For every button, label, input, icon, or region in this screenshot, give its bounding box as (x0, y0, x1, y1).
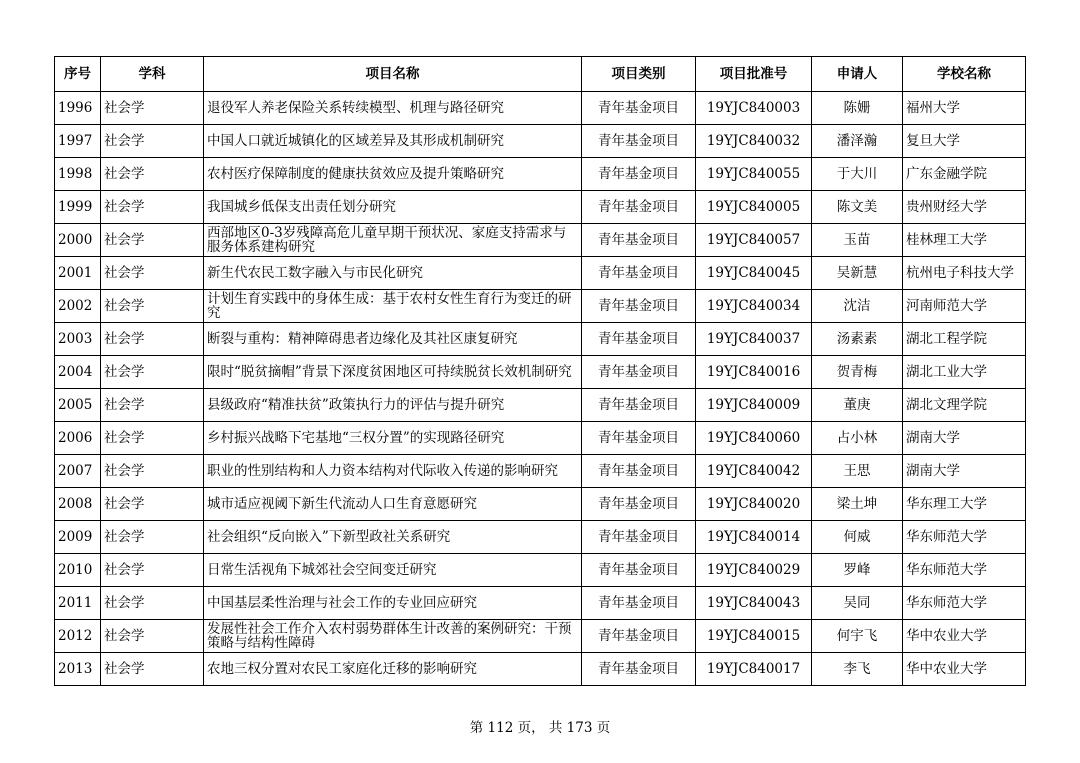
cell-project-name: 社会组织“反向嵌入”下新型政社关系研究 (204, 521, 582, 554)
cell-applicant: 陈文美 (812, 191, 903, 224)
cell-project-name: 城市适应视阈下新生代流动人口生育意愿研究 (204, 488, 582, 521)
cell-school: 华东理工大学 (903, 488, 1026, 521)
cell-school: 复旦大学 (903, 125, 1026, 158)
cell-project-type: 青年基金项目 (582, 554, 696, 587)
header-school: 学校名称 (903, 57, 1026, 92)
cell-project-name: 新生代农民工数字融入与市民化研究 (204, 257, 582, 290)
cell-school: 杭州电子科技大学 (903, 257, 1026, 290)
cell-project-type: 青年基金项目 (582, 389, 696, 422)
project-table (54, 56, 1026, 686)
cell-project-type: 青年基金项目 (582, 290, 696, 323)
cell-subject: 社会学 (101, 389, 204, 422)
cell-approval-number: 19YJC840015 (696, 620, 812, 653)
cell-project-name: 发展性社会工作介入农村弱势群体生计改善的案例研究：干预策略与结构性障碍 (204, 620, 582, 653)
cell-school: 河南师范大学 (903, 290, 1026, 323)
cell-approval-number: 19YJC840057 (696, 224, 812, 257)
cell-approval-number: 19YJC840005 (696, 191, 812, 224)
table-row (55, 389, 1026, 422)
table-row (55, 653, 1026, 686)
cell-project-type: 青年基金项目 (582, 125, 696, 158)
cell-project-name: 我国城乡低保支出责任划分研究 (204, 191, 582, 224)
cell-school: 湖南大学 (903, 455, 1026, 488)
header-approval-number: 项目批准号 (696, 57, 812, 92)
cell-index: 2011 (55, 587, 101, 620)
cell-approval-number: 19YJC840045 (696, 257, 812, 290)
cell-approval-number: 19YJC840016 (696, 356, 812, 389)
cell-project-name: 日常生活视角下城郊社会空间变迁研究 (204, 554, 582, 587)
cell-applicant: 占小林 (812, 422, 903, 455)
cell-index: 2002 (55, 290, 101, 323)
header-row (55, 57, 1026, 92)
cell-approval-number: 19YJC840017 (696, 653, 812, 686)
cell-project-name: 农地三权分置对农民工家庭化迁移的影响研究 (204, 653, 582, 686)
cell-applicant: 陈姗 (812, 92, 903, 125)
table-row (55, 554, 1026, 587)
cell-project-name: 中国基层柔性治理与社会工作的专业回应研究 (204, 587, 582, 620)
cell-project-type: 青年基金项目 (582, 92, 696, 125)
cell-approval-number: 19YJC840014 (696, 521, 812, 554)
table-row (55, 125, 1026, 158)
cell-school: 贵州财经大学 (903, 191, 1026, 224)
cell-subject: 社会学 (101, 521, 204, 554)
cell-subject: 社会学 (101, 422, 204, 455)
cell-index: 2013 (55, 653, 101, 686)
cell-project-type: 青年基金项目 (582, 653, 696, 686)
cell-school: 湖北工程学院 (903, 323, 1026, 356)
cell-project-type: 青年基金项目 (582, 488, 696, 521)
cell-project-type: 青年基金项目 (582, 323, 696, 356)
table-row (55, 521, 1026, 554)
cell-index: 1998 (55, 158, 101, 191)
cell-approval-number: 19YJC840043 (696, 587, 812, 620)
cell-school: 华东师范大学 (903, 554, 1026, 587)
cell-subject: 社会学 (101, 653, 204, 686)
cell-applicant: 罗峰 (812, 554, 903, 587)
cell-index: 2009 (55, 521, 101, 554)
cell-project-name: 限时“脱贫摘帽”背景下深度贫困地区可持续脱贫长效机制研究 (204, 356, 582, 389)
table-row (55, 257, 1026, 290)
header-applicant: 申请人 (812, 57, 903, 92)
cell-index: 2000 (55, 224, 101, 257)
cell-school: 广东金融学院 (903, 158, 1026, 191)
cell-project-type: 青年基金项目 (582, 257, 696, 290)
header-project-name: 项目名称 (204, 57, 582, 92)
cell-index: 2007 (55, 455, 101, 488)
cell-applicant: 何威 (812, 521, 903, 554)
cell-subject: 社会学 (101, 620, 204, 653)
cell-subject: 社会学 (101, 323, 204, 356)
cell-project-name: 中国人口就近城镇化的区域差异及其形成机制研究 (204, 125, 582, 158)
cell-school: 福州大学 (903, 92, 1026, 125)
cell-index: 2004 (55, 356, 101, 389)
cell-project-type: 青年基金项目 (582, 455, 696, 488)
cell-project-name: 县级政府“精准扶贫”政策执行力的评估与提升研究 (204, 389, 582, 422)
cell-subject: 社会学 (101, 356, 204, 389)
cell-approval-number: 19YJC840020 (696, 488, 812, 521)
cell-applicant: 王思 (812, 455, 903, 488)
cell-approval-number: 19YJC840060 (696, 422, 812, 455)
cell-applicant: 李飞 (812, 653, 903, 686)
cell-school: 华东师范大学 (903, 521, 1026, 554)
table-row (55, 455, 1026, 488)
cell-index: 2012 (55, 620, 101, 653)
cell-subject: 社会学 (101, 125, 204, 158)
cell-index: 1997 (55, 125, 101, 158)
cell-project-type: 青年基金项目 (582, 224, 696, 257)
cell-project-name: 农村医疗保障制度的健康扶贫效应及提升策略研究 (204, 158, 582, 191)
cell-approval-number: 19YJC840009 (696, 389, 812, 422)
cell-index: 1996 (55, 92, 101, 125)
table-row (55, 422, 1026, 455)
table-row (55, 620, 1026, 653)
cell-applicant: 何宇飞 (812, 620, 903, 653)
cell-school: 华中农业大学 (903, 653, 1026, 686)
cell-subject: 社会学 (101, 158, 204, 191)
table-row (55, 356, 1026, 389)
cell-applicant: 潘泽瀚 (812, 125, 903, 158)
cell-school: 华东师范大学 (903, 587, 1026, 620)
cell-applicant: 玉苗 (812, 224, 903, 257)
cell-applicant: 汤素素 (812, 323, 903, 356)
cell-subject: 社会学 (101, 290, 204, 323)
cell-school: 湖北文理学院 (903, 389, 1026, 422)
cell-project-type: 青年基金项目 (582, 587, 696, 620)
cell-school: 桂林理工大学 (903, 224, 1026, 257)
cell-subject: 社会学 (101, 488, 204, 521)
table-row (55, 224, 1026, 257)
cell-project-type: 青年基金项目 (582, 158, 696, 191)
cell-approval-number: 19YJC840042 (696, 455, 812, 488)
table-row (55, 158, 1026, 191)
cell-index: 2005 (55, 389, 101, 422)
table-row (55, 488, 1026, 521)
header-project-type: 项目类别 (582, 57, 696, 92)
cell-index: 2006 (55, 422, 101, 455)
cell-project-name: 断裂与重构：精神障碍患者边缘化及其社区康复研究 (204, 323, 582, 356)
cell-applicant: 董庚 (812, 389, 903, 422)
cell-index: 1999 (55, 191, 101, 224)
cell-subject: 社会学 (101, 587, 204, 620)
table-row (55, 290, 1026, 323)
header-index: 序号 (55, 57, 101, 92)
cell-subject: 社会学 (101, 257, 204, 290)
cell-approval-number: 19YJC840055 (696, 158, 812, 191)
cell-approval-number: 19YJC840037 (696, 323, 812, 356)
cell-applicant: 吴新慧 (812, 257, 903, 290)
table-row (55, 191, 1026, 224)
cell-project-type: 青年基金项目 (582, 422, 696, 455)
page-footer: 第 112 页， 共 173 页 (469, 720, 611, 736)
cell-school: 湖北工业大学 (903, 356, 1026, 389)
cell-project-name: 计划生育实践中的身体生成：基于农村女性生育行为变迁的研究 (204, 290, 582, 323)
cell-subject: 社会学 (101, 191, 204, 224)
table-row (55, 587, 1026, 620)
cell-index: 2003 (55, 323, 101, 356)
cell-applicant: 于大川 (812, 158, 903, 191)
cell-approval-number: 19YJC840032 (696, 125, 812, 158)
cell-subject: 社会学 (101, 92, 204, 125)
cell-project-type: 青年基金项目 (582, 521, 696, 554)
cell-index: 2008 (55, 488, 101, 521)
cell-school: 湖南大学 (903, 422, 1026, 455)
cell-index: 2010 (55, 554, 101, 587)
cell-subject: 社会学 (101, 455, 204, 488)
cell-project-name: 职业的性别结构和人力资本结构对代际收入传递的影响研究 (204, 455, 582, 488)
cell-project-type: 青年基金项目 (582, 620, 696, 653)
cell-school: 华中农业大学 (903, 620, 1026, 653)
cell-project-name: 乡村振兴战略下宅基地“三权分置”的实现路径研究 (204, 422, 582, 455)
cell-project-type: 青年基金项目 (582, 191, 696, 224)
cell-subject: 社会学 (101, 224, 204, 257)
cell-applicant: 吴同 (812, 587, 903, 620)
cell-approval-number: 19YJC840003 (696, 92, 812, 125)
cell-approval-number: 19YJC840029 (696, 554, 812, 587)
cell-index: 2001 (55, 257, 101, 290)
header-subject: 学科 (101, 57, 204, 92)
cell-subject: 社会学 (101, 554, 204, 587)
table-row (55, 92, 1026, 125)
table-row (55, 323, 1026, 356)
cell-project-name: 退役军人养老保险关系转续模型、机理与路径研究 (204, 92, 582, 125)
table-body (55, 92, 1026, 686)
cell-project-name: 西部地区0-3岁残障高危儿童早期干预状况、家庭支持需求与服务体系建构研究 (204, 224, 582, 257)
cell-project-type: 青年基金项目 (582, 356, 696, 389)
cell-applicant: 梁土坤 (812, 488, 903, 521)
cell-applicant: 贺青梅 (812, 356, 903, 389)
cell-applicant: 沈洁 (812, 290, 903, 323)
cell-approval-number: 19YJC840034 (696, 290, 812, 323)
